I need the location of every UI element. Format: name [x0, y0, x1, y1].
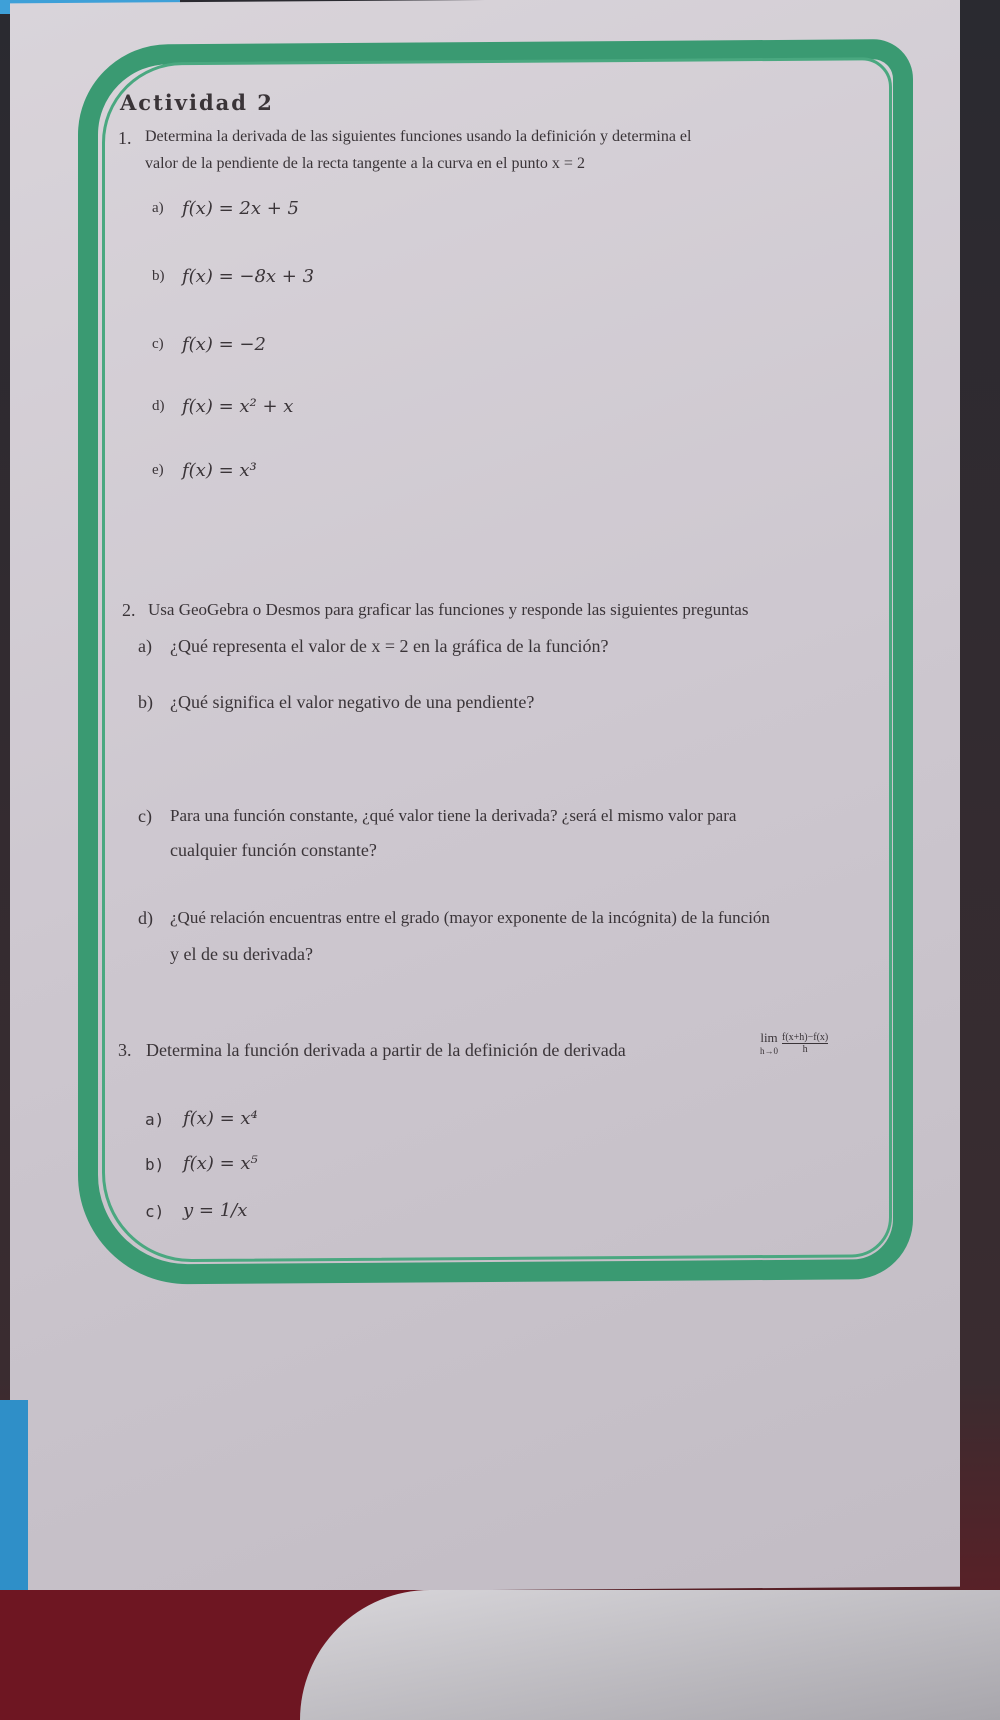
q1-a-label: a) [152, 200, 164, 216]
q1-text-line1: Determina la derivada de las siguientes funciones usando la definición y determina el [145, 128, 692, 145]
q1-c-label: c) [152, 336, 164, 352]
frac-denominator: h [802, 1043, 808, 1055]
q1-b-expr: f(x) = −8x + 3 [182, 266, 315, 287]
background-blue-edge [0, 1400, 28, 1600]
q1-d-label: d) [152, 398, 165, 414]
q2-d-line1: ¿Qué relación encuentras entre el grado (mayor exponente de la incógnita) de la función [170, 908, 770, 927]
q1-c-expr: f(x) = −2 [182, 334, 266, 355]
q3-text: Determina la función derivada a partir de la definición de derivada [146, 1040, 626, 1060]
difference-quotient [782, 1032, 828, 1055]
q2-d-line2: y el de su derivada? [170, 944, 313, 964]
limit-subscript: h→0 [760, 1046, 778, 1056]
worksheet-page [10, 0, 960, 1593]
q2-c-line2: cualquier función constante? [170, 840, 377, 860]
q2-b-text: ¿Qué significa el valor negativo de una pendiente? [170, 692, 535, 712]
activity-title: Actividad 2 [120, 90, 274, 115]
q3-c-expr: y = 1/x [183, 1200, 248, 1221]
q2-b-label: b) [138, 692, 153, 712]
q1-e-label: e) [152, 462, 164, 478]
q3-number: 3. [118, 1040, 132, 1060]
q1-b-label: b) [152, 268, 165, 284]
q3-a-label: a) [145, 1110, 165, 1129]
background-cloth [300, 1590, 1000, 1720]
q1-text-line2: valor de la pendiente de la recta tangente a la curva en el punto x = 2 [145, 155, 585, 172]
q2-c-line1: Para una función constante, ¿qué valor tiene la derivada? ¿será el mismo valor para [170, 806, 737, 825]
limit-text: lim [760, 1030, 778, 1045]
q2-d-label: d) [138, 908, 153, 928]
q1-e-expr: f(x) = x³ [182, 460, 257, 481]
q3-a-expr: f(x) = x⁴ [183, 1108, 258, 1129]
q3-b-expr: f(x) = x⁵ [183, 1153, 258, 1174]
q2-text: Usa GeoGebra o Desmos para graficar las funciones y responde las siguientes preguntas [148, 600, 749, 619]
q3-b-label: b) [145, 1155, 165, 1174]
q1-d-expr: f(x) = x² + x [182, 396, 294, 417]
q2-a-text: ¿Qué representa el valor de x = 2 en la gráfica de la función? [170, 636, 609, 656]
q2-a-label: a) [138, 636, 152, 656]
q1-number: 1. [118, 128, 132, 148]
derivative-definition [760, 1030, 828, 1056]
q3-c-label: c) [145, 1202, 165, 1221]
green-border-inner [102, 57, 892, 1263]
q1-a-expr: f(x) = 2x + 5 [182, 198, 299, 219]
frac-numerator: f(x+h)−f(x) [782, 1031, 829, 1043]
q2-number: 2. [122, 600, 136, 620]
q2-c-label: c) [138, 806, 152, 826]
